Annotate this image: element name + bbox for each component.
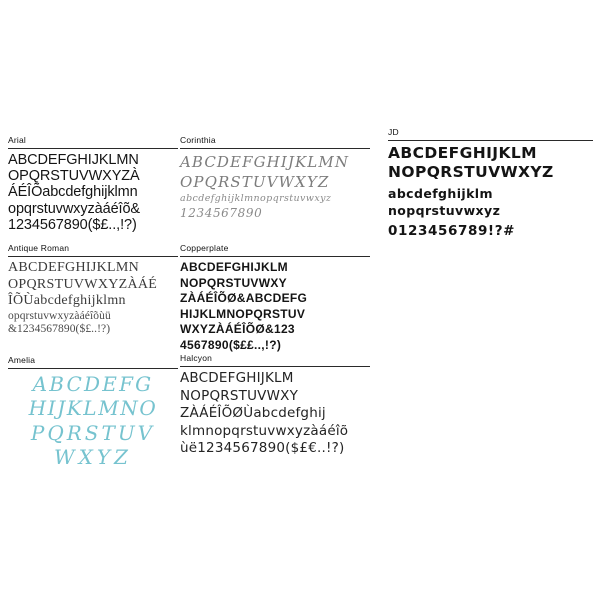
sample-line: ABCDEFG <box>32 372 154 396</box>
sample-line: ABCDEFGHIJKLM <box>388 144 537 162</box>
sample-copperplate <box>180 260 370 354</box>
sample-line: 1234567890 <box>180 206 263 221</box>
sample-line: 1234567890($£..,!?) <box>8 216 137 233</box>
sample-line: abcdefghijklmnopqrstuvwxyz <box>180 192 332 204</box>
sample-line: HIJKLMNOPQRSTUV <box>180 306 306 321</box>
sample-line: OPQRSTUVWXYZ <box>180 173 330 192</box>
sample-line: ABCDEFGHIJKLM <box>180 370 294 386</box>
divider-halcyon <box>180 366 370 367</box>
sample-line: abcdefghijklm <box>388 185 493 201</box>
sample-jd <box>388 144 593 239</box>
sample-line: WXYZ <box>54 445 132 470</box>
sample-antique-roman <box>8 260 178 337</box>
sample-line: 4567890($££..,!?) <box>180 337 282 352</box>
sample-line: ZÀÁÉÎÕØ&ABCDEFG <box>180 291 308 306</box>
sample-line: NOPQRSTUVWXY <box>180 387 299 404</box>
sample-line: NOPQRSTUVWXY <box>180 275 287 290</box>
specimen-jd <box>388 122 593 239</box>
sample-line: opqrstuvwxyzàáéîõùü <box>8 309 111 322</box>
sample-line: nopqrstuvwxyz <box>388 202 501 218</box>
sample-amelia <box>8 372 178 470</box>
sample-line: OPQRSTUVWXYZÀ <box>8 168 140 185</box>
sample-line: ABCDEFGHIJKLMN <box>8 152 139 168</box>
sample-corinthia <box>180 152 370 222</box>
divider-arial <box>8 148 178 149</box>
divider-corinthia <box>180 148 370 149</box>
sample-line: PQRSTUV <box>30 420 156 445</box>
sample-line: OPQRSTUVWXYZÀÁÉ <box>8 276 158 292</box>
specimen-corinthia <box>180 130 370 222</box>
font-name-corinthia: Corinthia <box>180 135 216 145</box>
divider-copperplate <box>180 256 370 257</box>
divider-amelia <box>8 368 178 369</box>
specimen-arial <box>8 130 178 233</box>
divider-jd <box>388 140 593 141</box>
sample-line: ABCDEFGHIJKLMN <box>8 260 139 275</box>
font-name-arial: Arial <box>8 135 27 145</box>
sample-line: ABCDEFGHIJKLMN <box>180 153 350 171</box>
sample-line: klmnopqrstuvwxyzàáéîõ <box>180 422 349 439</box>
sample-line: ABCDEFGHIJKLM <box>180 260 288 274</box>
sample-line: ùë1234567890($£€..!?) <box>180 440 345 457</box>
sample-line: ÎÕÙabcdefghijklmn <box>8 293 126 309</box>
sample-line: opqrstuvwxyzàáéîõ& <box>8 200 140 217</box>
specimen-copperplate <box>180 238 370 354</box>
sample-line: &1234567890($£..!?) <box>8 323 111 336</box>
sample-line: ZÀÁÉÎÕØÙabcdefghij <box>180 405 326 422</box>
sample-arial <box>8 152 178 233</box>
divider-antique-roman <box>8 256 178 257</box>
font-name-jd: JD <box>388 127 399 137</box>
sample-line: WXYZÀÁÉÎÕØ&123 <box>180 322 295 337</box>
sample-line: NOPQRSTUVWXYZ <box>388 162 554 181</box>
sample-halcyon <box>180 370 370 458</box>
specimen-halcyon <box>180 348 370 458</box>
specimen-antique-roman <box>8 238 178 337</box>
sample-line: HIJKLMNO <box>28 396 158 421</box>
sample-line: ÁÉÎÕabcdefghijklmn <box>8 184 138 201</box>
sample-line-numbers: 0123456789!?# <box>388 222 516 239</box>
font-name-copperplate: Copperplate <box>180 243 229 253</box>
font-name-amelia: Amelia <box>8 355 36 365</box>
font-name-antique-roman: Antique Roman <box>8 243 70 253</box>
font-name-halcyon: Halcyon <box>180 353 213 363</box>
specimen-amelia <box>8 350 178 470</box>
